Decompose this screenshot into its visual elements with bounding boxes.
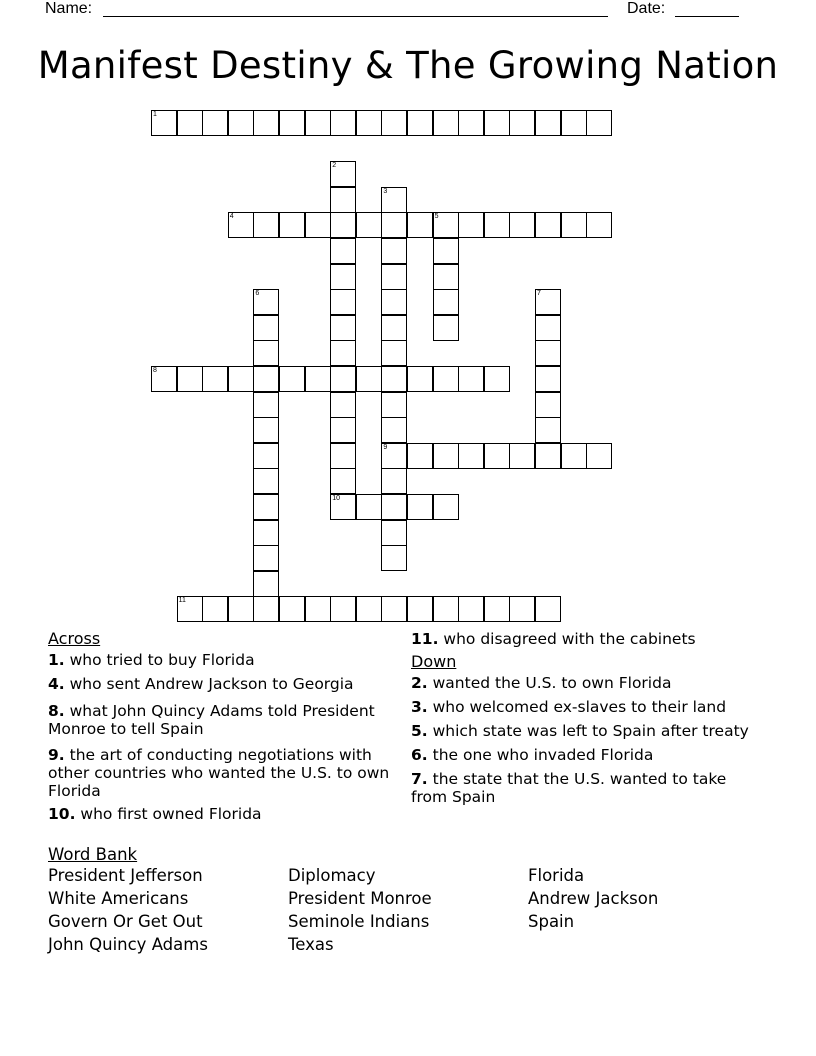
clue-number: 1 (153, 111, 157, 118)
down-clues (411, 630, 751, 812)
crossword-cell[interactable] (433, 238, 459, 264)
word-bank-item: White Americans (48, 889, 189, 908)
crossword-cell[interactable] (381, 289, 407, 315)
crossword-cell[interactable] (381, 315, 407, 341)
crossword-cell[interactable] (177, 366, 203, 392)
crossword-cell[interactable] (151, 110, 177, 136)
crossword-cell[interactable] (381, 187, 407, 213)
clue-down-6: 6. the one who invaded Florida (411, 746, 654, 764)
crossword-cell[interactable] (330, 238, 356, 264)
clue-number: 9 (383, 443, 388, 451)
crossword-cell[interactable] (151, 366, 177, 392)
crossword-cell[interactable] (586, 212, 612, 238)
word-bank-item: Florida (528, 866, 585, 885)
clue-across-10: 10. who first owned Florida (48, 805, 262, 823)
crossword-cell[interactable] (535, 212, 561, 238)
crossword-cell[interactable] (228, 212, 254, 238)
crossword-cell[interactable] (381, 494, 407, 520)
word-bank-item: Govern Or Get Out (48, 912, 203, 931)
crossword-cell[interactable] (177, 110, 203, 136)
crossword-cell[interactable] (381, 238, 407, 264)
clue-number: 7 (537, 290, 541, 298)
crossword-cell[interactable] (253, 468, 279, 494)
crossword-cell[interactable] (509, 596, 535, 622)
crossword-cell[interactable] (253, 366, 279, 392)
crossword-cell[interactable] (561, 443, 587, 469)
crossword-cell[interactable] (330, 494, 356, 520)
crossword-cell[interactable] (586, 110, 612, 136)
clue-number: 6 (255, 290, 260, 298)
word-bank-item: President Jefferson (48, 866, 203, 885)
clue-number: 10 (332, 495, 340, 502)
crossword-cell[interactable] (305, 110, 331, 136)
clue-across-1: 1. who tried to buy Florida (48, 651, 255, 669)
crossword-cell[interactable] (253, 417, 279, 443)
clue-across-11: 11. who disagreed with the cabinets (411, 630, 696, 648)
clue-down-3: 3. who welcomed ex-slaves to their land (411, 698, 727, 716)
crossword-cell[interactable] (330, 264, 356, 290)
crossword-cell[interactable] (305, 366, 331, 392)
crossword-cell[interactable] (381, 392, 407, 418)
crossword-cell[interactable] (484, 212, 510, 238)
crossword-cell[interactable] (458, 596, 484, 622)
crossword-cell[interactable] (433, 212, 459, 238)
word-bank (48, 845, 768, 954)
crossword-cell[interactable] (228, 596, 254, 622)
crossword-cell[interactable] (330, 212, 356, 238)
crossword-cell[interactable] (330, 417, 356, 443)
crossword-cell[interactable] (535, 110, 561, 136)
crossword-cell[interactable] (381, 417, 407, 443)
crossword-cell[interactable] (535, 443, 561, 469)
date-label: Date: (627, 0, 666, 17)
crossword-cell[interactable] (484, 443, 510, 469)
crossword-cell[interactable] (433, 494, 459, 520)
date-line[interactable] (675, 16, 739, 17)
crossword-cell[interactable] (535, 366, 561, 392)
name-line[interactable] (103, 16, 608, 17)
crossword-cell[interactable] (253, 494, 279, 520)
crossword-cell[interactable] (458, 366, 484, 392)
crossword-cell[interactable] (330, 315, 356, 341)
crossword-cell[interactable] (433, 289, 459, 315)
crossword-cell[interactable] (484, 366, 510, 392)
down-heading: Down (411, 652, 457, 671)
clue-across-8: 8. what John Quincy Adams told President Monroe to tell Spain (48, 702, 375, 738)
crossword-cell[interactable] (484, 596, 510, 622)
crossword-cell[interactable] (330, 161, 356, 187)
word-bank-item: Diplomacy (288, 866, 376, 885)
crossword-cell[interactable] (381, 340, 407, 366)
crossword-cell[interactable] (381, 443, 407, 469)
crossword-cell[interactable] (305, 596, 331, 622)
crossword-cell[interactable] (407, 366, 433, 392)
crossword-cell[interactable] (433, 366, 459, 392)
crossword-cell[interactable] (253, 545, 279, 571)
crossword-cell[interactable] (177, 596, 203, 622)
crossword-cell[interactable] (433, 264, 459, 290)
word-bank-item: John Quincy Adams (48, 935, 208, 954)
crossword-cell[interactable] (381, 520, 407, 546)
crossword-cell[interactable] (535, 289, 561, 315)
crossword-cell[interactable] (356, 596, 382, 622)
crossword-cell[interactable] (305, 212, 331, 238)
crossword-cell[interactable] (330, 596, 356, 622)
crossword-cell[interactable] (253, 110, 279, 136)
crossword-cell[interactable] (509, 110, 535, 136)
crossword-cell[interactable] (279, 212, 305, 238)
crossword-cell[interactable] (253, 340, 279, 366)
crossword-cell[interactable] (330, 392, 356, 418)
crossword-cell[interactable] (253, 212, 279, 238)
clue-number: 2 (332, 162, 337, 170)
crossword-cell[interactable] (202, 596, 228, 622)
crossword-cell[interactable] (535, 392, 561, 418)
across-heading: Across (48, 629, 101, 648)
word-bank-heading: Word Bank (48, 845, 138, 864)
crossword-cell[interactable] (433, 110, 459, 136)
clue-number: 3 (383, 187, 388, 195)
crossword-cell[interactable] (279, 596, 305, 622)
crossword-cell[interactable] (356, 494, 382, 520)
crossword-cell[interactable] (535, 340, 561, 366)
crossword-cell[interactable] (535, 315, 561, 341)
crossword-cell[interactable] (407, 596, 433, 622)
crossword-cell[interactable] (561, 212, 587, 238)
page-title: Manifest Destiny & The Growing Nation (37, 44, 779, 87)
clue-number: 4 (229, 213, 234, 221)
crossword-cell[interactable] (381, 366, 407, 392)
clue-down-2: 2. wanted the U.S. to own Florida (411, 674, 672, 692)
crossword-cell[interactable] (253, 596, 279, 622)
word-bank-item: Andrew Jackson (528, 889, 659, 908)
crossword-cell[interactable] (228, 110, 254, 136)
clue-across-9: 9. the art of conducting negotiations with other countries who wanted the U.S. to own Florida (48, 746, 390, 800)
crossword-cell[interactable] (586, 443, 612, 469)
crossword-cell[interactable] (381, 468, 407, 494)
crossword-cell[interactable] (253, 315, 279, 341)
word-bank-item: Seminole Indians (288, 912, 430, 931)
crossword-cell[interactable] (330, 340, 356, 366)
crossword-cell[interactable] (381, 110, 407, 136)
crossword-cell[interactable] (253, 392, 279, 418)
crossword-cell[interactable] (381, 596, 407, 622)
clue-number: 8 (153, 367, 157, 374)
crossword-cell[interactable] (356, 366, 382, 392)
crossword-cell[interactable] (356, 110, 382, 136)
header (45, 0, 745, 20)
crossword-cell[interactable] (330, 366, 356, 392)
crossword-cell[interactable] (356, 212, 382, 238)
crossword-cell[interactable] (433, 315, 459, 341)
name-label: Name: (45, 0, 93, 17)
clue-across-4: 4. who sent Andrew Jackson to Georgia (48, 675, 354, 693)
crossword-cell[interactable] (433, 443, 459, 469)
crossword-cell[interactable] (253, 443, 279, 469)
crossword-cell[interactable] (330, 289, 356, 315)
clue-number: 5 (434, 213, 439, 221)
word-bank-item: Spain (528, 912, 575, 931)
crossword-cell[interactable] (381, 264, 407, 290)
crossword-cell[interactable] (228, 366, 254, 392)
crossword-cell[interactable] (202, 366, 228, 392)
crossword-cell[interactable] (407, 212, 433, 238)
crossword-cell[interactable] (253, 520, 279, 546)
crossword-cell[interactable] (407, 110, 433, 136)
crossword-cell[interactable] (509, 443, 535, 469)
crossword-cell[interactable] (484, 110, 510, 136)
crossword-cell[interactable] (561, 110, 587, 136)
word-bank-item: President Monroe (288, 889, 432, 908)
crossword-cell[interactable] (458, 110, 484, 136)
crossword-cell[interactable] (202, 110, 228, 136)
crossword-cell[interactable] (535, 417, 561, 443)
word-bank-item: Texas (288, 935, 334, 954)
crossword-cell[interactable] (330, 110, 356, 136)
clue-down-5: 5. which state was left to Spain after treaty (411, 722, 749, 740)
clue-down-7: 7. the state that the U.S. wanted to take from Spain (411, 770, 727, 806)
crossword-cell[interactable] (433, 596, 459, 622)
crossword-cell[interactable] (407, 443, 433, 469)
crossword-cell[interactable] (509, 212, 535, 238)
crossword-cell[interactable] (381, 545, 407, 571)
crossword-cell[interactable] (279, 366, 305, 392)
crossword-cell[interactable] (330, 468, 356, 494)
crossword-cell[interactable] (381, 212, 407, 238)
crossword-cell[interactable] (253, 289, 279, 315)
crossword-cell[interactable] (279, 110, 305, 136)
clue-number: 11 (178, 597, 186, 605)
crossword-cell[interactable] (330, 443, 356, 469)
crossword-cell[interactable] (253, 571, 279, 597)
crossword-cell[interactable] (407, 494, 433, 520)
crossword-cell[interactable] (458, 443, 484, 469)
crossword-cell[interactable] (330, 187, 356, 213)
crossword-cell[interactable] (458, 212, 484, 238)
crossword-cell[interactable] (535, 596, 561, 622)
across-clues (48, 630, 398, 829)
